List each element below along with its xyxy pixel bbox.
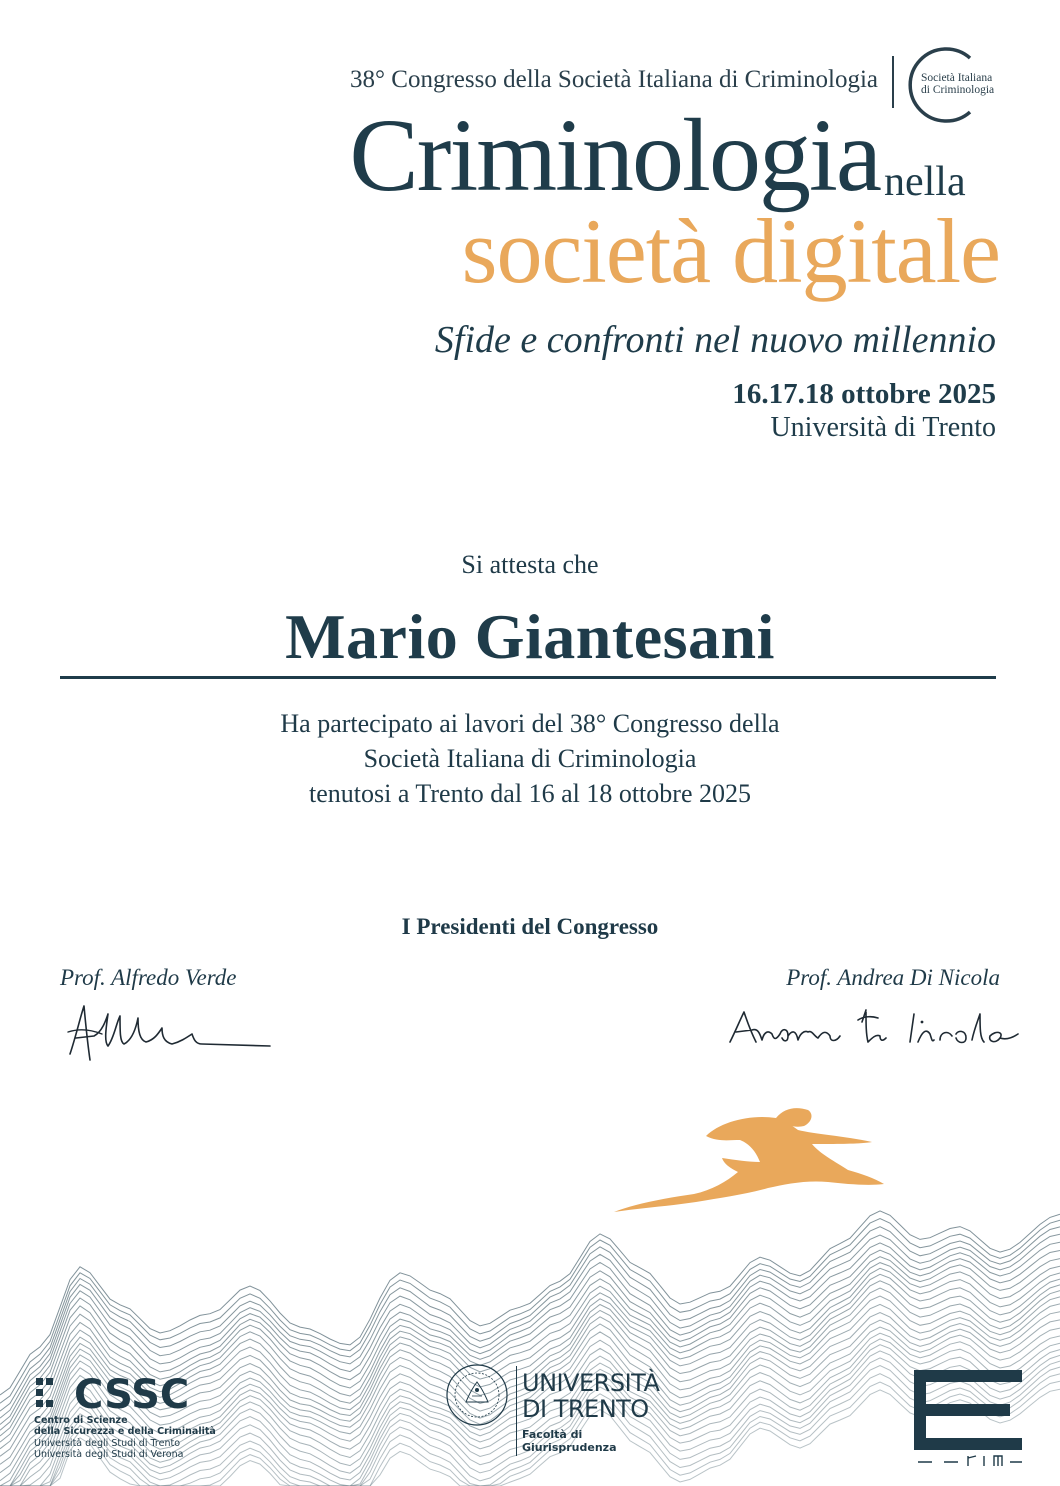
event-dates: 16.17.18 ottobre 2025 bbox=[732, 378, 996, 410]
sic-logo bbox=[904, 46, 1004, 124]
description-line: Società Italiana di Criminologia bbox=[363, 744, 697, 773]
cssc-mark: CSSC bbox=[74, 1372, 190, 1418]
cssc-text-line: della Sicurezza e della Criminalità bbox=[34, 1426, 216, 1437]
cssc-logo bbox=[30, 1368, 230, 1468]
title-main: Criminologia bbox=[349, 98, 880, 213]
title-highlight: società digitale bbox=[461, 200, 1000, 302]
cssc-text-line: Centro di Scienze bbox=[34, 1415, 128, 1426]
runner-figure-icon bbox=[600, 1100, 890, 1230]
description-line: tenutosi a Trento dal 16 al 18 ottobre 2025 bbox=[309, 779, 751, 808]
subtitle: Sfide e confronti nel nuovo millennio bbox=[434, 319, 996, 361]
unitn-seal-icon bbox=[444, 1362, 510, 1428]
attestation-intro: Si attesta che bbox=[461, 550, 599, 579]
title-connector: nella bbox=[884, 159, 966, 205]
congress-line: 38° Congresso della Società Italiana di Criminologia bbox=[350, 66, 878, 93]
unitn-faculty-line: Facoltà di bbox=[522, 1428, 583, 1441]
sic-logo-text bbox=[921, 72, 1005, 96]
unitn-faculty-line: Giurisprudenza bbox=[522, 1441, 617, 1454]
unitn-divider bbox=[516, 1366, 517, 1456]
ecrime-logo-icon bbox=[914, 1370, 1026, 1470]
unitn-name-line: DI TRENTO bbox=[522, 1395, 649, 1423]
right-signatory-name: Prof. Andrea Di Nicola bbox=[786, 965, 1000, 990]
unitn-name-line: UNIVERSITÀ bbox=[522, 1369, 660, 1397]
left-signature-icon bbox=[62, 998, 282, 1070]
participation-description bbox=[0, 706, 1060, 811]
cssc-text-line: Università degli Studi di Verona bbox=[34, 1449, 184, 1460]
presidents-title: I Presidenti del Congresso bbox=[401, 914, 659, 939]
name-underline bbox=[60, 676, 996, 679]
left-signatory-name: Prof. Alfredo Verde bbox=[60, 965, 237, 990]
description-line: Ha partecipato ai lavori del 38° Congresso della bbox=[280, 709, 780, 738]
right-signature-icon bbox=[726, 1000, 1026, 1056]
unitn-logo bbox=[444, 1358, 674, 1468]
sic-logo-line: di Criminologia bbox=[921, 84, 995, 96]
header-divider bbox=[892, 56, 894, 108]
recipient-name: Mario Giantesani bbox=[285, 601, 775, 672]
cssc-text-line: Università degli Studi di Trento bbox=[34, 1438, 181, 1449]
cssc-dots-icon bbox=[34, 1376, 74, 1410]
event-venue: Università di Trento bbox=[770, 412, 996, 443]
sic-logo-line: Società Italiana bbox=[921, 72, 993, 84]
